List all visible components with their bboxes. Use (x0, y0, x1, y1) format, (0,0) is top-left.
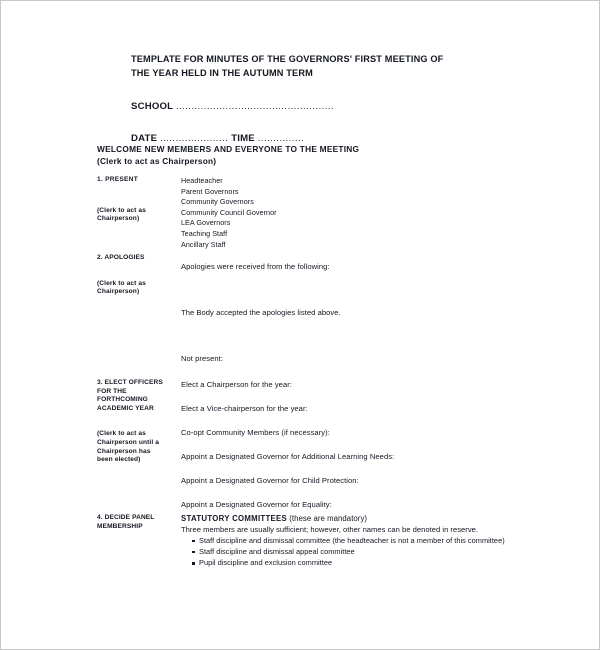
list-item: Community Governors (181, 197, 254, 207)
welcome-subheading: (Clerk to act as Chairperson) (97, 155, 217, 166)
document-title-line-1: TEMPLATE FOR MINUTES OF THE GOVERNORS' FIRST MEETING OF (131, 54, 444, 64)
elect-item: Appoint a Designated Governor for Child Protection: (181, 476, 359, 485)
list-item: Community Council Governor (181, 207, 277, 217)
list-item: Ancillary Staff (181, 239, 226, 249)
list-item: Headteacher (181, 176, 223, 185)
elect-item: Appoint a Designated Governor for Additional Learning Needs: (181, 452, 395, 461)
section-panel-number-label-line-2: MEMBERSHIP (97, 522, 143, 530)
section-elect-number-label-line-4: ACADEMIC YEAR (97, 404, 154, 412)
section-elect-clerk-note (97, 430, 175, 464)
minutes-template-document (1, 1, 600, 650)
elect-item: Elect a Chairperson for the year: (181, 380, 292, 389)
section-elect-clerk-note-line-4: been elected) (97, 456, 141, 464)
time-fill-line[interactable]: ............... (257, 133, 305, 143)
section-apologies-label-column (97, 254, 175, 297)
elect-item: Co-opt Community Members (if necessary): (181, 428, 330, 437)
section-panel-label-column (97, 514, 175, 531)
not-present-line: Not present: (181, 354, 223, 363)
statutory-committees-heading-rest: (these are mandatory) (287, 514, 368, 523)
section-elect-number-label (97, 379, 175, 413)
list-item: Staff discipline and dismissal committee (the headteacher is not a member of this committee) (192, 536, 507, 546)
list-item: Staff discipline and dismissal appeal committee (192, 547, 507, 557)
section-elect-number-label-line-1: 3. ELECT OFFICERS (97, 379, 163, 386)
statutory-committees-heading-bold: STATUTORY COMMITTEES (181, 514, 288, 523)
section-elect-number-label-line-2: FOR THE (97, 387, 127, 395)
section-apologies-clerk-note (97, 280, 175, 297)
list-item: LEA Governors (181, 218, 231, 228)
section-apologies-body (181, 254, 507, 364)
section-apologies-clerk-note-line-1: (Clerk to act as (97, 279, 146, 287)
section-present-clerk-note (97, 207, 175, 224)
document-header (131, 53, 481, 144)
elect-item: Elect a Vice-chairperson for the year: (181, 404, 308, 413)
section-present-clerk-note-line-1: (Clerk to act as (97, 206, 146, 214)
section-panel-body (181, 514, 507, 569)
welcome-heading: WELCOME NEW MEMBERS AND EVERYONE TO THE MEETING (97, 144, 360, 154)
statutory-committees-note: Three members are usually sufficient; however, other names can be denoted in reserve. (181, 524, 479, 534)
section-elect-number-label-line-3: FORTHCOMING (97, 396, 148, 404)
section-present-clerk-note-line-2: Chairperson) (97, 215, 140, 223)
section-elect-clerk-note-line-1: (Clerk to act as (97, 430, 146, 438)
school-field-row (131, 101, 481, 112)
section-elect-clerk-note-line-2: Chairperson until a (97, 438, 159, 446)
elect-item: Appoint a Designated Governor for Equality: (181, 500, 332, 509)
section-panel-number-label-line-1: 4. DECIDE PANEL (97, 514, 155, 521)
section-present-number-label: 1. PRESENT (97, 176, 138, 183)
section-present-attendee-list (181, 176, 507, 250)
date-time-field-row (131, 133, 481, 144)
section-panel-number-label (97, 514, 175, 531)
statutory-committees-list (181, 536, 507, 569)
school-label: SCHOOL (131, 101, 174, 112)
time-label: TIME (231, 133, 255, 144)
school-fill-line[interactable]: ................................................... (175, 101, 335, 111)
section-elect-body (181, 379, 507, 524)
date-fill-line[interactable]: ...................... (160, 133, 229, 143)
statutory-committees-heading (181, 514, 507, 525)
list-item: Pupil discipline and exclusion committee (192, 558, 507, 568)
page-title (131, 53, 481, 80)
section-elect-label-column (97, 379, 175, 465)
apologies-received-line: Apologies were received from the following: (181, 262, 330, 271)
section-present-label-column (97, 176, 175, 224)
section-apologies-clerk-note-line-2: Chairperson) (97, 288, 140, 296)
list-item: Parent Governors (181, 186, 239, 196)
document-title-line-2: THE YEAR HELD IN THE AUTUMN TERM (131, 67, 313, 78)
welcome-block (97, 144, 497, 167)
list-item: Teaching Staff (181, 228, 228, 238)
section-elect-clerk-note-line-3: Chairperson has (97, 447, 151, 455)
apologies-accepted-line: The Body accepted the apologies listed above. (181, 308, 341, 317)
section-apologies-number-label: 2. APOLOGIES (97, 254, 145, 261)
date-label: DATE (131, 133, 158, 144)
